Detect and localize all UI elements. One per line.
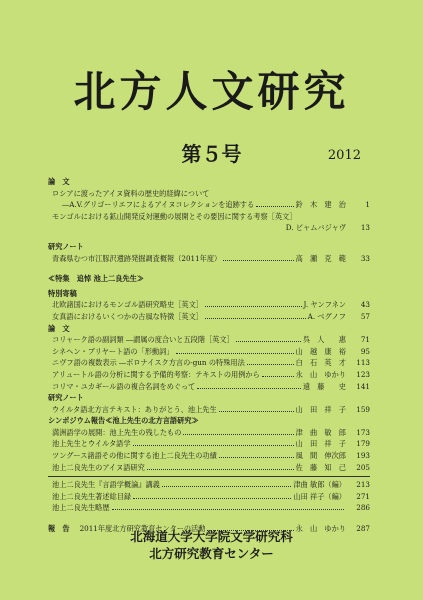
leader-dots — [197, 388, 301, 389]
divider — [48, 476, 370, 477]
leader-dots — [219, 457, 294, 458]
entry-author: 津 曲 敏 郎 — [295, 427, 346, 437]
toc-entry — [48, 381, 370, 393]
entry-author: 津曲 敏郎（編） — [293, 480, 346, 490]
entry-title: シネヘン・ブリヤート語の「形動詞」 — [52, 346, 174, 356]
entry-author: 遠 藤 史 — [302, 381, 346, 391]
toc-entry — [48, 438, 370, 450]
toc-entry — [48, 211, 370, 223]
entry-title: 池上二良先生のアイヌ語研究 — [52, 462, 145, 472]
entry-page: 287 — [356, 524, 370, 534]
entry-author: 高 瀬 克 範 — [295, 253, 346, 263]
leader-dots — [205, 318, 306, 319]
leader-dots — [133, 498, 291, 499]
section-heading-ronbun2: 論 文 — [48, 323, 70, 333]
report-label: 報 告 — [48, 524, 70, 534]
entry-title: ツングース諸語その他に関する池上二良先生の功績 — [52, 451, 217, 461]
entry-author: 永 山 ゆかり — [295, 369, 346, 379]
publisher-line-2: 北方研究教育センター — [149, 546, 274, 561]
toc-entry — [48, 199, 370, 211]
entry-title: ―A.V.グリゴーリエフによるアイヌコレクションを追跡する — [62, 200, 255, 210]
toc-list-symp — [48, 427, 370, 473]
toc-list-ronbun2 — [48, 334, 370, 392]
entry-page: 123 — [356, 369, 370, 379]
leader-dots — [162, 486, 292, 487]
entry-page: 286 — [356, 503, 370, 513]
leader-dots — [219, 411, 294, 412]
leader-dots — [256, 206, 294, 207]
toc-entry — [48, 491, 370, 503]
toc-entry — [48, 502, 370, 514]
toc-entry — [48, 311, 370, 323]
entry-title: 北欧諸国におけるモンゴル語研究略史［英文］ — [52, 300, 203, 310]
toc-entry — [48, 462, 370, 474]
entry-title: 満洲語学の展開：池上先生の残したもの — [52, 427, 182, 437]
feature-heading: ≪特集 追悼 池上二良先生≫ — [48, 274, 144, 284]
entry-page: 113 — [356, 358, 370, 368]
leader-dots — [147, 469, 294, 470]
section-heading-note: 研究ノート — [48, 241, 84, 251]
entry-title: 池上二良先生『言語学概論』講義 — [52, 480, 160, 490]
entry-author: 山 田 祥 子 — [295, 439, 346, 449]
entry-author: 山 越 康 裕 — [295, 346, 346, 356]
entry-page: 271 — [356, 491, 370, 501]
toc-entry — [48, 357, 370, 369]
entry-author: 鈴 木 建 治 — [295, 200, 346, 210]
entry-title: コリャーク語の副詞類 ―謂属の度合いと五段階［英文］ — [52, 335, 234, 345]
leader-dots — [247, 364, 294, 365]
entry-page: 43 — [360, 300, 370, 310]
entry-title: 池上二良先生略歴 — [52, 503, 110, 513]
toc-entry — [48, 253, 370, 265]
section-heading-ronbun: 論 文 — [48, 177, 70, 186]
entry-title: ロシアに渡ったアイヌ資料の歴史的経緯について — [52, 188, 210, 198]
entry-author: 山田 祥子（編） — [293, 491, 346, 501]
entry-page: 205 — [356, 462, 370, 472]
leader-dots — [262, 376, 294, 377]
publisher — [0, 528, 423, 562]
leader-dots — [183, 434, 293, 435]
entry-page: 213 — [356, 480, 370, 490]
toc-entry — [48, 479, 370, 491]
entry-title: コリマ・ユカギール語の複合名詞をめぐって — [52, 381, 196, 391]
entry-author: 白 石 英 才 — [295, 358, 346, 368]
section-heading-kikou: 特別寄稿 — [48, 288, 77, 298]
entry-title: 池上先生とウイルタ語学 — [52, 439, 131, 449]
entry-page: 159 — [356, 404, 370, 414]
entry-author: D. ビャムバジャヴ — [285, 223, 346, 233]
toc-list-note — [48, 253, 370, 265]
entry-title: 女真語におけるいくつかの古風な特徴［英文］ — [52, 311, 203, 321]
issue-number: 第５号 — [181, 142, 242, 166]
entry-page: 1 — [365, 200, 370, 210]
entry-title: ニヴフ語の複数表示 ―ボロナイスク方言の-gun の特殊用法 — [52, 358, 245, 368]
entry-title: ウイルタ語北方言テキスト：ありがとう、池上先生 — [52, 404, 217, 414]
entry-author: 永 山 ゆかり — [295, 524, 346, 534]
entry-author: 山 田 祥 子 — [295, 404, 346, 414]
entry-author: 佐 藤 知 己 — [295, 462, 346, 472]
entry-page: 71 — [360, 335, 370, 345]
toc-entry — [48, 450, 370, 462]
entry-page: 13 — [360, 223, 370, 233]
toc-list-kikou — [48, 299, 370, 322]
leader-dots — [223, 260, 293, 261]
leader-dots — [112, 509, 344, 510]
entry-page: 141 — [356, 381, 370, 391]
entry-author: A. ベグノフ — [307, 311, 346, 321]
entry-page: 193 — [356, 451, 370, 461]
leader-dots — [133, 445, 294, 446]
entry-page: 95 — [360, 346, 370, 356]
toc-entry — [48, 346, 370, 358]
entry-author: 風 間 伸次郎 — [295, 451, 346, 461]
leader-dots — [176, 353, 294, 354]
toc-list-extra — [48, 479, 370, 514]
toc-entry — [48, 427, 370, 439]
section-heading-note2: 研究ノート — [48, 393, 84, 403]
entry-title: モンゴルにおける鉱山開発反対運動の展開とその要因に関する考察［英文］ — [52, 211, 297, 221]
table-of-contents — [48, 176, 370, 535]
entry-title: 2011年度北方研究教育センターの活動 — [79, 524, 206, 534]
entry-title: 池上二良先生著述総目録 — [52, 491, 132, 501]
publication-year: 2012 — [327, 148, 361, 163]
toc-entry — [48, 222, 370, 234]
leader-dots — [236, 341, 301, 342]
entry-page: 173 — [356, 427, 370, 437]
entry-author: J. ヤンフネン — [303, 300, 346, 310]
toc-list-note2 — [48, 404, 370, 416]
leader-dots — [205, 306, 302, 307]
entry-page: 179 — [356, 439, 370, 449]
toc-entry — [48, 188, 370, 200]
toc-entry — [48, 334, 370, 346]
entry-title: アリュートル語の分析に関する予備的考察：テキストの用例から — [52, 369, 260, 379]
section-heading-symp: シンポジウム報告≪池上先生の北方言語研究≫ — [48, 416, 199, 426]
publisher-line-1: 北海道大学大学院文学研究科 — [130, 529, 293, 544]
entry-page: 57 — [360, 311, 370, 321]
toc-list-ronbun — [48, 188, 370, 234]
toc-entry — [48, 299, 370, 311]
toc-entry — [48, 369, 370, 381]
toc-entry — [48, 404, 370, 416]
entry-title: 青森県むつ市江豚沢遺跡発掘調査概報（2011年度） — [52, 253, 222, 263]
journal-title: 北方人文研究 — [73, 67, 350, 116]
entry-author: 呉 人 惠 — [302, 335, 346, 345]
entry-page: 33 — [360, 253, 370, 263]
